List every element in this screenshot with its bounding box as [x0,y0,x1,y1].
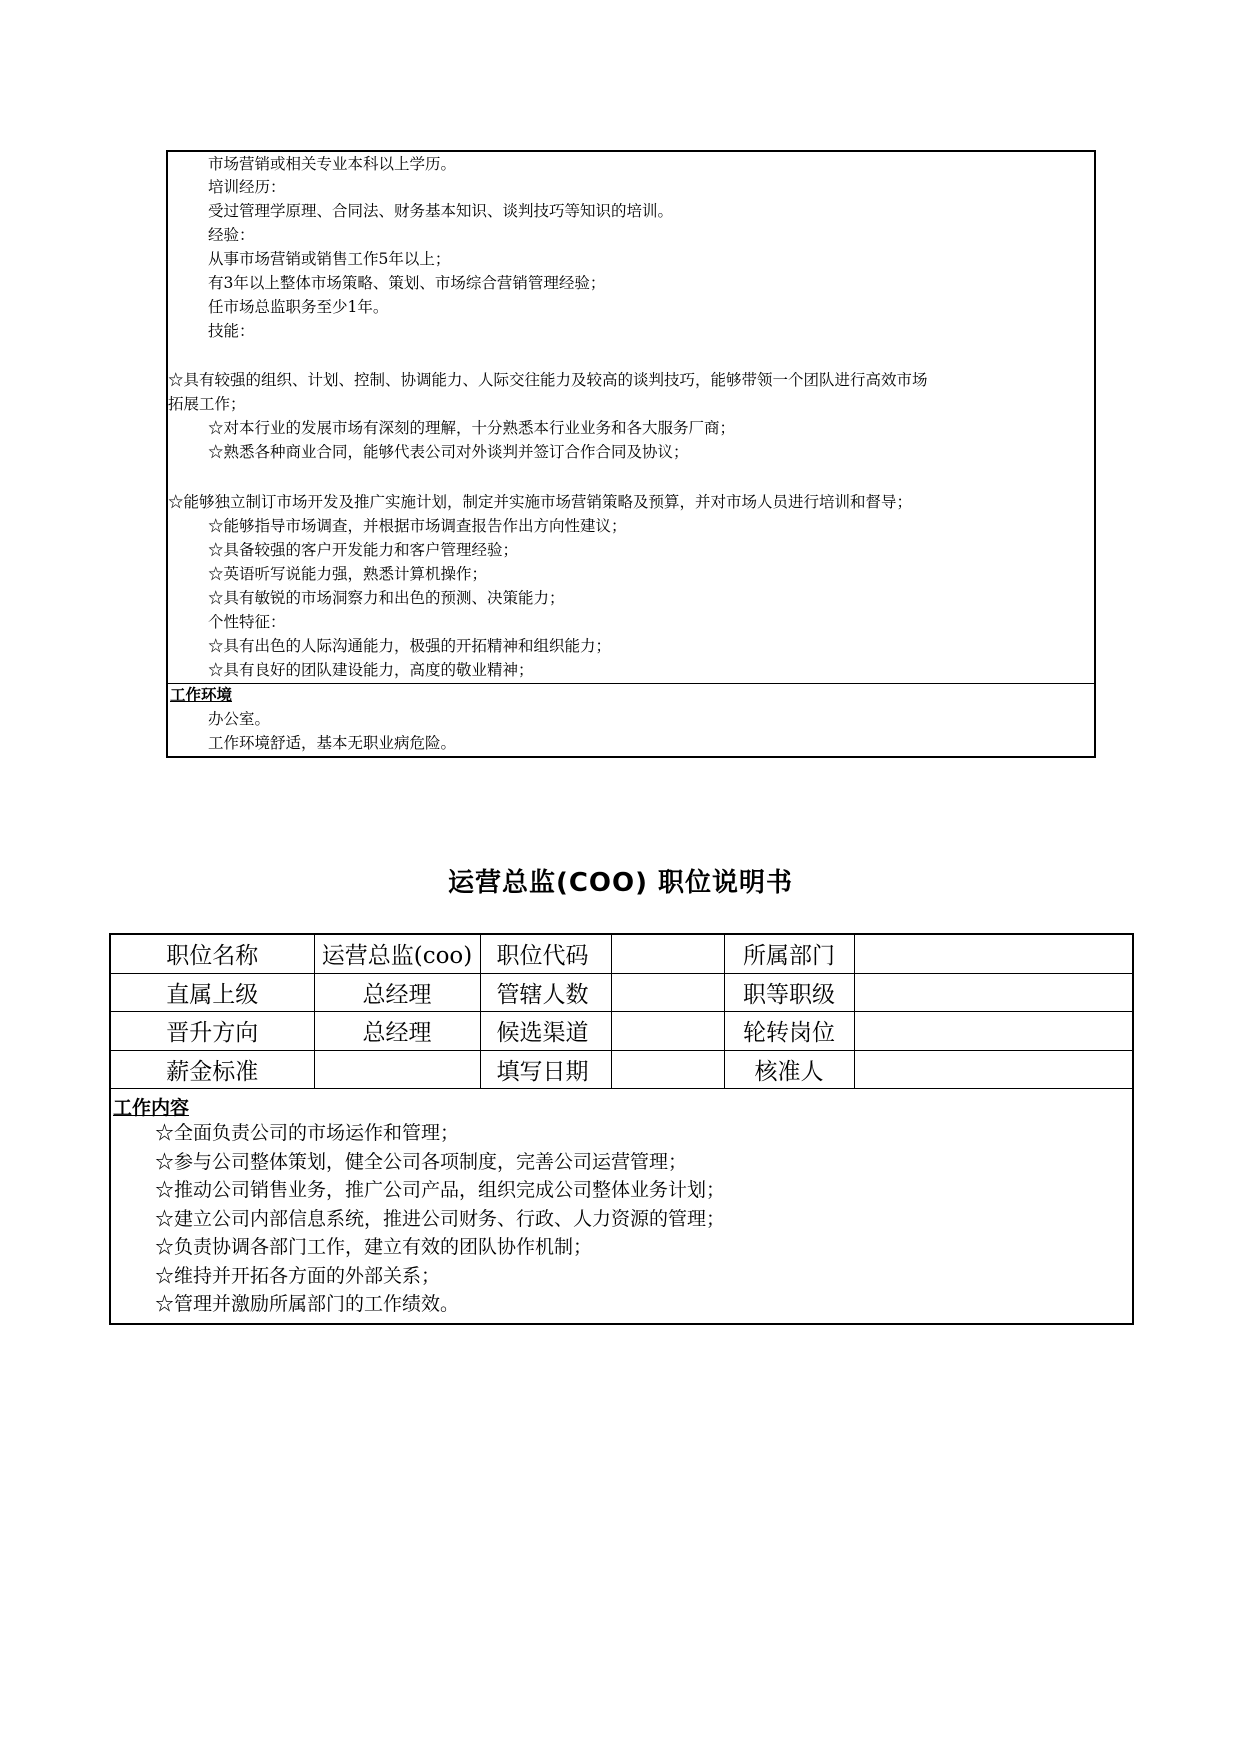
table-cell [611,1012,724,1051]
table-cell: 候选渠道 [480,1012,611,1051]
section-divider [168,683,1094,684]
page-title: 运营总监(COO) 职位说明书 [447,868,794,898]
text-line: ☆对本行业的发展市场有深刻的理解，十分熟悉本行业业务和各大服务厂商； [208,419,736,437]
table-cell: 核准人 [724,1050,854,1089]
table-cell: 职位代码 [480,935,611,973]
table-row [111,1012,1132,1051]
table-row [111,935,1132,973]
list-item: ☆参与公司整体策划，健全公司各项制度，完善公司运营管理； [155,1150,688,1173]
table-cell: 轮转岗位 [724,1012,854,1051]
text-line: ☆具有出色的人际沟通能力，极强的开拓精神和组织能力； [208,637,612,655]
table-cell [854,935,1132,973]
position-info-box [109,933,1134,1325]
previous-section-box [166,150,1096,758]
table-cell: 所属部门 [724,935,854,973]
environment-heading: 工作环境 [170,686,233,704]
table-row [111,973,1132,1012]
text-line: ☆熟悉各种商业合同，能够代表公司对外谈判并签订合作合同及协议； [208,443,689,461]
table-cell: 总经理 [314,1012,480,1051]
text-line: 受过管理学原理、合同法、财务基本知识、谈判技巧等知识的培训。 [208,202,674,220]
text-line: 技能： [208,322,255,340]
duties-heading: 工作内容 [113,1097,190,1119]
table-cell: 晋升方向 [111,1012,314,1051]
table-cell: 职等职级 [724,973,854,1012]
list-item: ☆维持并开拓各方面的外部关系； [155,1264,441,1287]
table-cell [854,1050,1132,1089]
text-line: ☆具有敏锐的市场洞察力和出色的预测、决策能力； [208,589,565,607]
list-item: ☆建立公司内部信息系统，推进公司财务、行政、人力资源的管理； [155,1207,726,1230]
table-cell [611,935,724,973]
list-item: ☆全面负责公司的市场运作和管理； [155,1122,460,1144]
position-info-table [111,935,1132,1089]
text-line: 从事市场营销或销售工作5年以上； [208,250,451,268]
text-line: 经验： [208,226,255,244]
table-row [111,1050,1132,1089]
list-item: ☆管理并激励所属部门的工作绩效。 [155,1293,460,1315]
list-item: ☆负责协调各部门工作，建立有效的团队协作机制； [155,1236,593,1258]
text-line: 任市场总监职务至少1年。 [208,298,389,316]
table-cell: 职位名称 [111,935,314,973]
text-line: ☆能够指导市场调查，并根据市场调查报告作出方向性建议； [208,517,627,535]
text-line: 办公室。 [208,710,271,728]
table-cell: 薪金标准 [111,1050,314,1089]
text-line: 拓展工作； [168,395,246,413]
text-line: ☆具备较强的客户开发能力和客户管理经验； [208,541,519,559]
table-cell: 填写日期 [480,1050,611,1089]
duties-list [155,1119,725,1319]
text-line: 市场营销或相关专业本科以上学历。 [208,155,457,173]
text-line: 有3年以上整体市场策略、策划、市场综合营销管理经验； [208,274,606,292]
table-cell: 管辖人数 [480,973,611,1012]
text-line: ☆具有较强的组织、计划、控制、协调能力、人际交往能力及较高的谈判技巧，能够带领一个团队进行高效市场 [168,371,928,389]
table-cell [611,1050,724,1089]
table-cell: 直属上级 [111,973,314,1012]
table-cell [854,973,1132,1012]
table-cell: 总经理 [314,973,480,1012]
text-line: ☆英语听写说能力强，熟悉计算机操作； [208,565,488,583]
text-line: ☆具有良好的团队建设能力，高度的敬业精神； [208,661,534,679]
text-line: 工作环境舒适，基本无职业病危险。 [208,734,457,752]
text-line: ☆能够独立制订市场开发及推广实施计划，制定并实施市场营销策略及预算，并对市场人员进行培训和督导； [168,493,913,511]
table-cell [314,1050,480,1089]
table-cell [611,973,724,1012]
table-cell [854,1012,1132,1051]
table-cell: 运营总监(coo) [314,935,480,973]
text-line: 个性特征： [208,613,286,631]
text-line: 培训经历： [208,178,286,196]
list-item: ☆推动公司销售业务，推广公司产品，组织完成公司整体业务计划； [155,1179,726,1201]
